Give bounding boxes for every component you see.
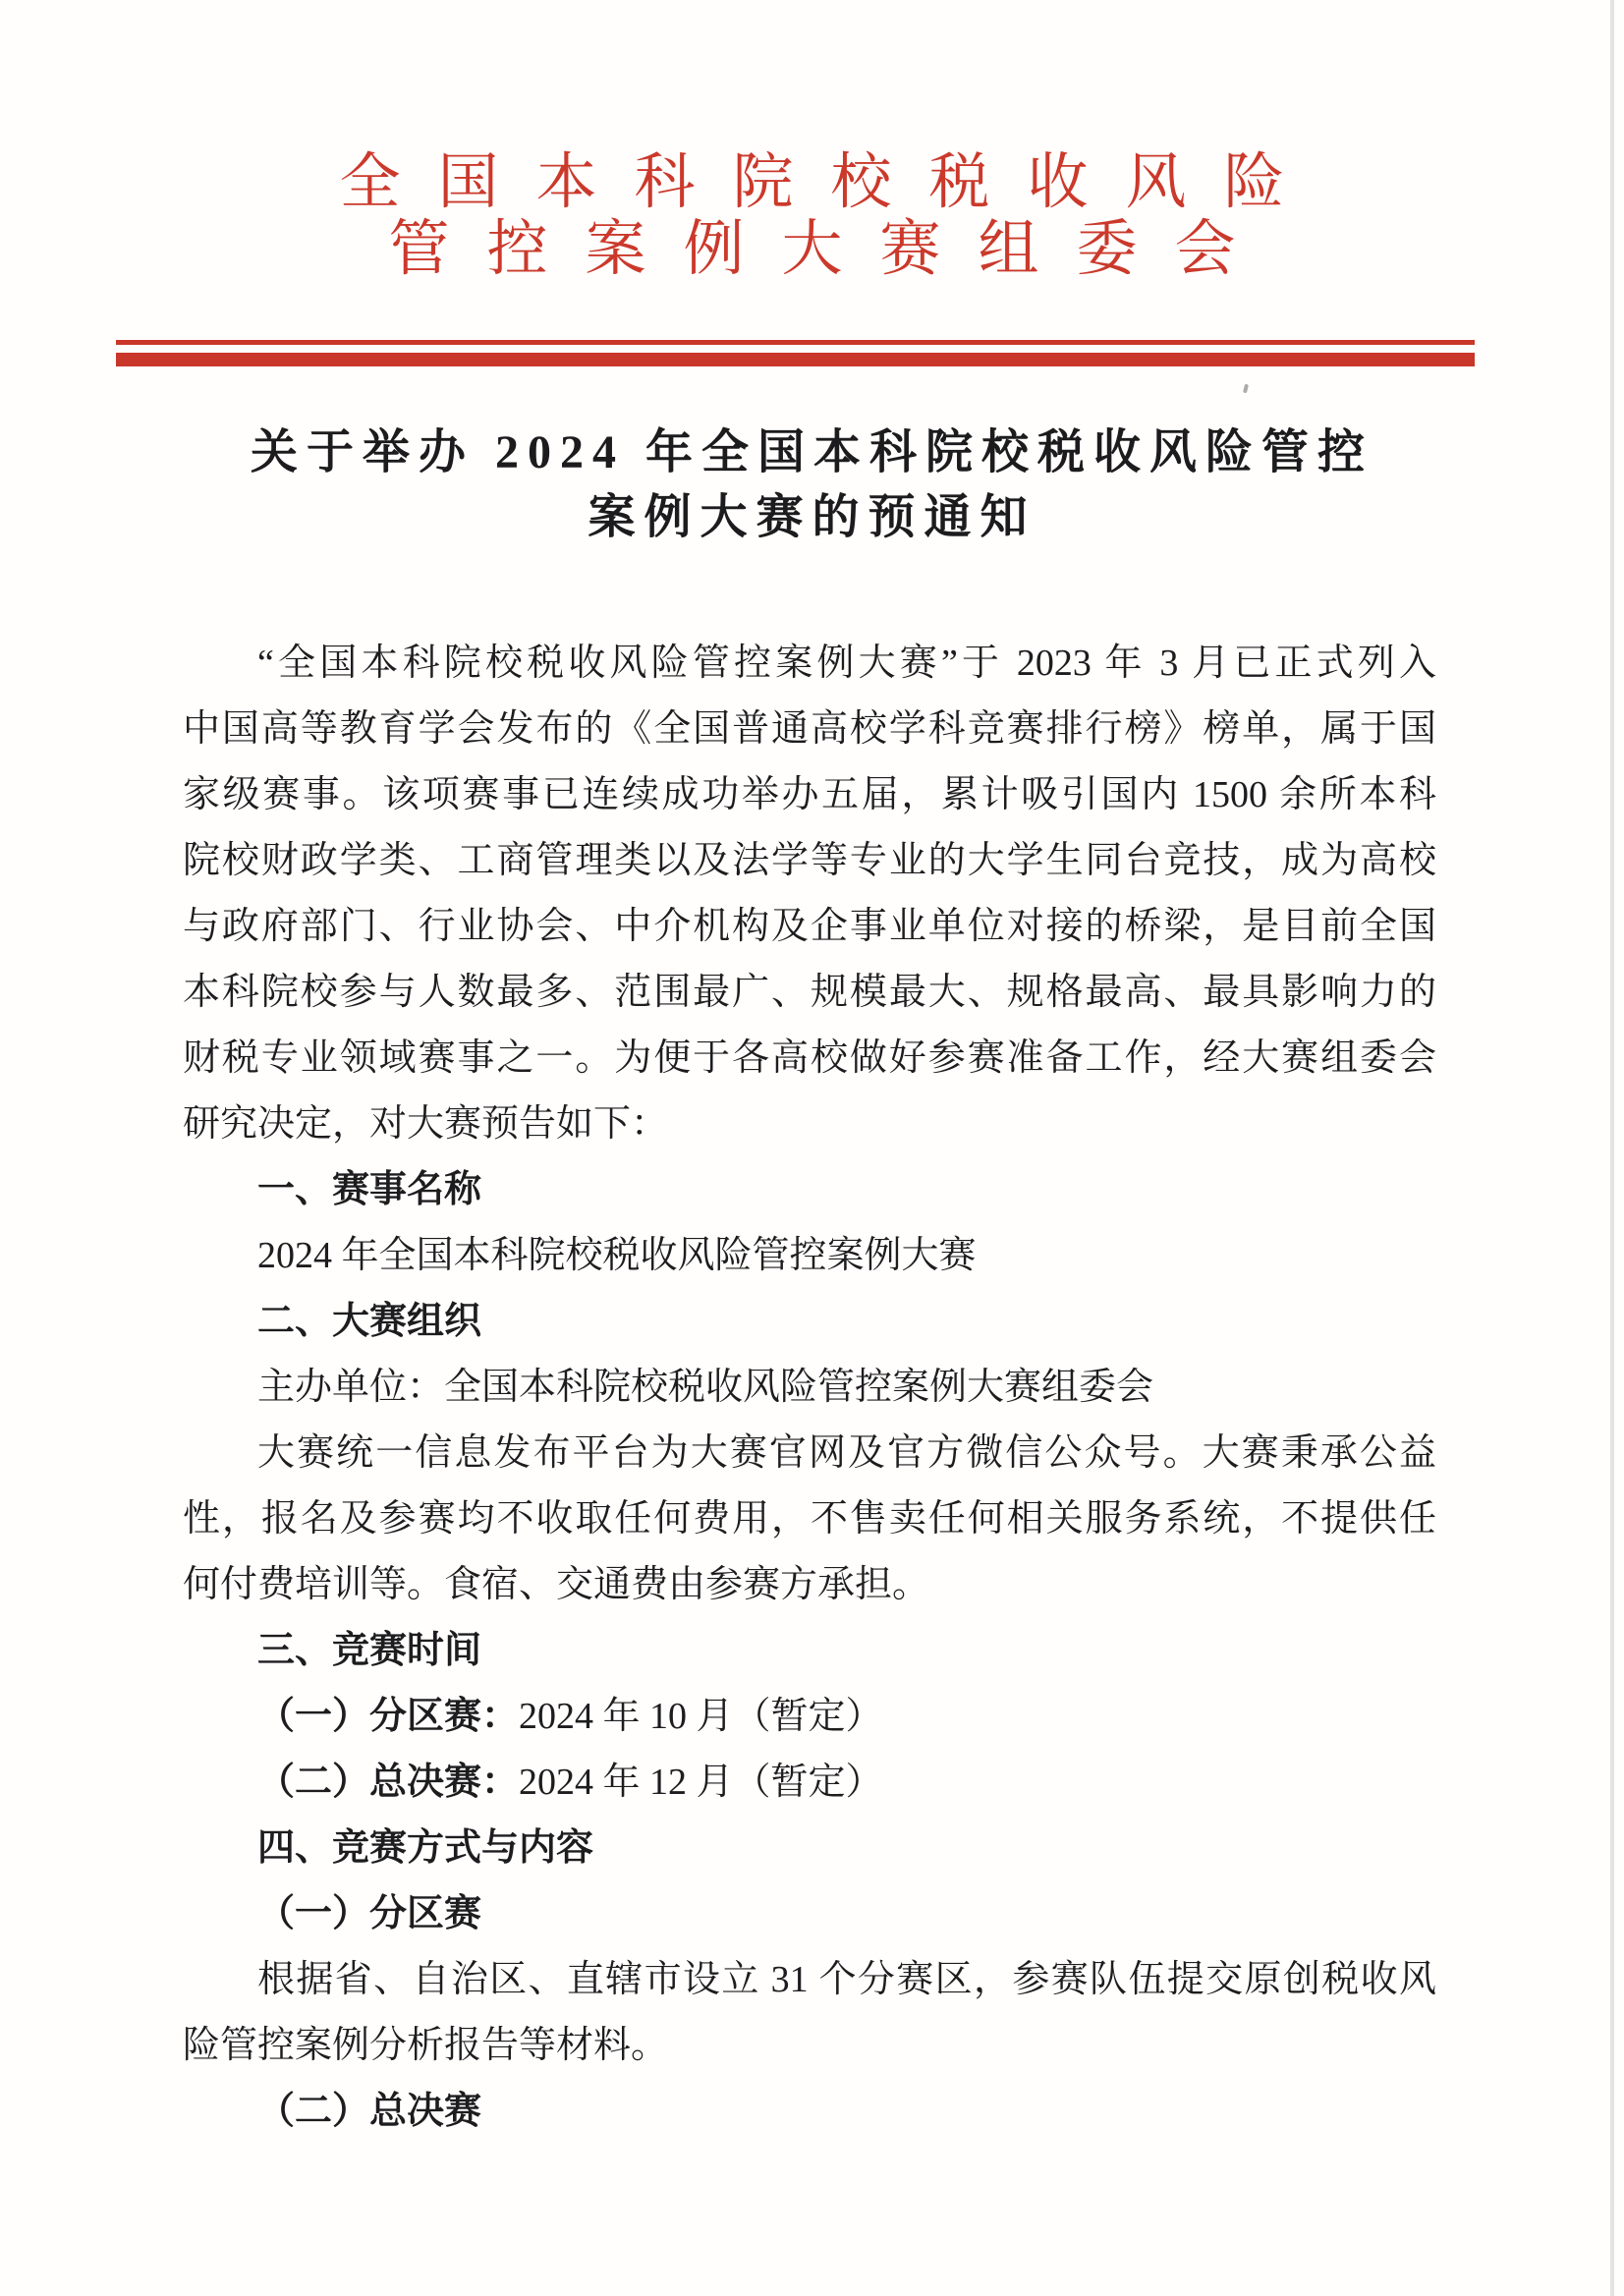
body-line-text: 险管控案例分析报告等材料。 <box>183 2025 669 2066</box>
body-line <box>183 1223 1436 1289</box>
body-line-text: 2024 年 10 月（暂定） <box>519 1696 883 1737</box>
body-line-text: 财税专业领域赛事之一。为便于各高校做好参赛准备工作，经大赛组委会 <box>183 1037 1436 1079</box>
body-line-text: 研究决定，对大赛预告如下： <box>183 1103 669 1145</box>
body-line-text: 根据省、自治区、直辖市设立 31 个分赛区，参赛队伍提交原创税收风 <box>257 1959 1436 2000</box>
notice-title <box>0 420 1624 550</box>
body-line-text: 何付费培训等。食宿、交通费由参赛方承担。 <box>183 1564 930 1605</box>
body-line-bold-text: （二）总决赛 <box>257 2091 482 2132</box>
body-line <box>183 1026 1436 1092</box>
body-line <box>183 1421 1436 1486</box>
body-line-text: 院校财政学类、工商管理类以及法学等专业的大学生同台竞技，成为高校 <box>183 840 1436 881</box>
body-line-text: 2024 年全国本科院校税收风险管控案例大赛 <box>257 1235 977 1276</box>
body-line <box>183 2013 1436 2079</box>
body-line <box>183 894 1436 960</box>
body-line <box>183 1684 1436 1750</box>
page-edge-shadow <box>1610 0 1614 2296</box>
body-line <box>183 1486 1436 1552</box>
body-line <box>183 1618 1436 1684</box>
body-line <box>183 1092 1436 1157</box>
body-line-text: “全国本科院校税收风险管控案例大赛”于 2023 年 3 月已正式列入 <box>257 643 1436 684</box>
body-line <box>183 1157 1436 1223</box>
body-line-bold-text: （一）分区赛 <box>257 1893 482 1934</box>
body-line-text: 中国高等教育学会发布的《全国普通高校学科竞赛排行榜》榜单，属于国 <box>183 708 1436 750</box>
letterhead-line-2: 管控案例大赛组委会 <box>388 216 1273 283</box>
scan-speck <box>1243 384 1249 394</box>
body-line <box>183 1881 1436 1947</box>
body-line <box>183 960 1436 1026</box>
body-line-text: 2024 年 12 月（暂定） <box>519 1762 883 1803</box>
body-line <box>183 1289 1436 1355</box>
body-line-bold-text: 三、竞赛时间 <box>257 1630 482 1671</box>
body-line <box>183 1552 1436 1618</box>
letterhead <box>0 149 1624 283</box>
body-line-text: 本科院校参与人数最多、范围最广、规模最大、规格最高、最具影响力的 <box>183 972 1436 1013</box>
body-line-bold-text: 四、竞赛方式与内容 <box>257 1827 594 1869</box>
divider-thin-rule <box>116 340 1475 345</box>
body-line <box>183 1947 1436 2013</box>
body-line <box>183 828 1436 894</box>
body-line <box>183 1750 1436 1816</box>
body-line-text: 性，报名及参赛均不收取任何费用，不售卖任何相关服务系统，不提供任 <box>183 1498 1436 1540</box>
body-line <box>183 1816 1436 1881</box>
body-lines <box>183 631 1436 2145</box>
body-line-bold-text: 二、大赛组织 <box>257 1301 482 1342</box>
notice-title-line-2: 案例大赛的预通知 <box>588 491 1036 543</box>
letterhead-line-1: 全国本科院校税收风险 <box>339 149 1322 216</box>
body-line-text: 家级赛事。该项赛事已连续成功举办五届，累计吸引国内 1500 余所本科 <box>183 774 1436 815</box>
body-line <box>183 631 1436 697</box>
body-line-text: 主办单位：全国本科院校税收风险管控案例大赛组委会 <box>257 1367 1154 1408</box>
body-line <box>183 762 1436 828</box>
divider-thick-rule <box>116 353 1475 366</box>
body-line-bold-text: （一）分区赛： <box>257 1696 520 1737</box>
body-line <box>183 697 1436 762</box>
body-line-text: 大赛统一信息发布平台为大赛官网及官方微信公众号。大赛秉承公益 <box>257 1432 1436 1474</box>
body-line <box>183 1355 1436 1421</box>
body-line <box>183 2079 1436 2145</box>
body-line-bold-text: 一、赛事名称 <box>257 1169 482 1210</box>
body-line-text: 与政府部门、行业协会、中介机构及企事业单位对接的桥梁，是目前全国 <box>183 906 1436 947</box>
body-line-bold-text: （二）总决赛： <box>257 1762 520 1803</box>
notice-title-line-1: 关于举办 2024 年全国本科院校税收风险管控 <box>250 426 1373 478</box>
